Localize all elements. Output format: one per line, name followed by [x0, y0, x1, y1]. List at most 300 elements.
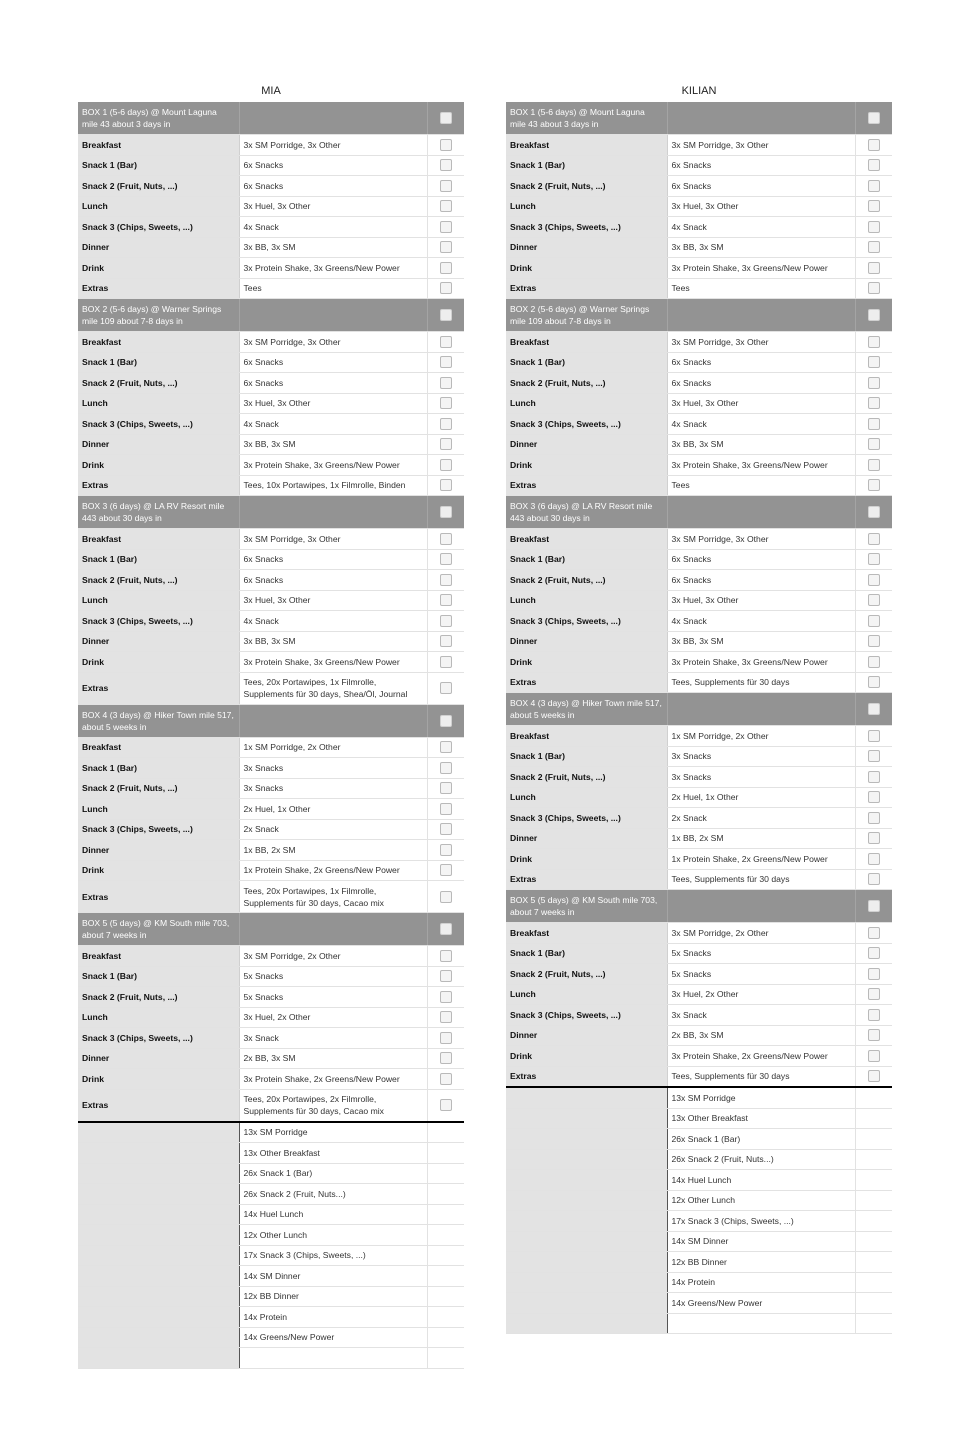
- item-value: 3x Huel, 3x Other: [239, 393, 427, 414]
- checkbox-cell: [427, 135, 464, 156]
- total-row: [506, 1149, 892, 1170]
- item-row: [506, 434, 892, 455]
- item-row: [78, 590, 464, 611]
- checkbox-cell: [427, 652, 464, 673]
- item-row: [78, 475, 464, 496]
- checkbox[interactable]: [868, 241, 880, 253]
- box-header-empty: [667, 299, 855, 332]
- item-row: [506, 787, 892, 808]
- checkbox-cell: [855, 828, 892, 849]
- checklist-table: [506, 102, 892, 1334]
- item-label: Lunch: [506, 787, 667, 808]
- total-row: [506, 1190, 892, 1211]
- checkbox[interactable]: [440, 377, 452, 389]
- checkbox[interactable]: [868, 750, 880, 762]
- item-label: Drink: [78, 455, 239, 476]
- checkbox[interactable]: [868, 533, 880, 545]
- checkbox[interactable]: [440, 262, 452, 274]
- checkbox-cell: [427, 819, 464, 840]
- item-label: Extras: [78, 672, 239, 704]
- checkbox[interactable]: [440, 594, 452, 606]
- checkbox[interactable]: [440, 991, 452, 1003]
- checkbox[interactable]: [868, 377, 880, 389]
- item-label: Breakfast: [506, 135, 667, 156]
- checkbox[interactable]: [868, 1009, 880, 1021]
- checkbox-cell: [427, 373, 464, 394]
- checkbox[interactable]: [868, 553, 880, 565]
- checkbox[interactable]: [868, 771, 880, 783]
- total-empty: [427, 1184, 464, 1205]
- checkbox-cell: [855, 964, 892, 985]
- item-row: [78, 987, 464, 1008]
- total-empty: [427, 1266, 464, 1287]
- checkbox[interactable]: [868, 200, 880, 212]
- checkbox-cell: [427, 352, 464, 373]
- item-label: Drink: [78, 1069, 239, 1090]
- checkbox-cell: [427, 529, 464, 550]
- item-label: Lunch: [78, 393, 239, 414]
- box-title: BOX 5 (5 days) @ KM South mile 703, about 7 weeks in: [78, 913, 239, 946]
- checkbox[interactable]: [440, 309, 452, 321]
- checkbox-cell: [855, 1025, 892, 1046]
- item-label: Lunch: [78, 196, 239, 217]
- checkbox[interactable]: [440, 159, 452, 171]
- checkbox[interactable]: [440, 1011, 452, 1023]
- item-row: [506, 672, 892, 693]
- total-empty: [427, 1327, 464, 1348]
- total-value: 14x Protein: [667, 1272, 855, 1293]
- total-label-empty: [78, 1286, 239, 1307]
- total-row: [506, 1252, 892, 1273]
- checkbox[interactable]: [440, 823, 452, 835]
- item-value: 1x SM Porridge, 2x Other: [667, 726, 855, 747]
- total-row: [506, 1170, 892, 1191]
- item-value: 3x Snacks: [239, 778, 427, 799]
- item-value: 3x Protein Shake, 3x Greens/New Power: [239, 652, 427, 673]
- total-label-empty: [78, 1225, 239, 1246]
- total-value: [239, 1348, 427, 1369]
- total-label-empty: [506, 1252, 667, 1273]
- checkbox-cell: [855, 590, 892, 611]
- item-value: 3x BB, 3x SM: [667, 434, 855, 455]
- checkbox-cell: [855, 135, 892, 156]
- checkbox[interactable]: [440, 682, 452, 694]
- checkbox[interactable]: [440, 221, 452, 233]
- box-header-empty: [239, 913, 427, 946]
- checkbox-cell: [427, 496, 464, 529]
- item-value: 3x Snacks: [667, 767, 855, 788]
- total-label-empty: [78, 1122, 239, 1143]
- checkbox[interactable]: [868, 968, 880, 980]
- checkbox[interactable]: [868, 309, 880, 321]
- item-label: Snack 2 (Fruit, Nuts, ...): [78, 176, 239, 197]
- item-value: 3x Protein Shake, 3x Greens/New Power: [239, 455, 427, 476]
- checkbox[interactable]: [440, 479, 452, 491]
- checkbox[interactable]: [440, 1073, 452, 1085]
- checkbox[interactable]: [440, 782, 452, 794]
- item-label: Breakfast: [78, 946, 239, 967]
- total-label-empty: [78, 1307, 239, 1328]
- box-header-row: [506, 496, 892, 529]
- checkbox[interactable]: [868, 221, 880, 233]
- checkbox[interactable]: [868, 832, 880, 844]
- checkbox[interactable]: [868, 479, 880, 491]
- checkbox[interactable]: [868, 574, 880, 586]
- item-value: 6x Snacks: [667, 373, 855, 394]
- item-row: [78, 414, 464, 435]
- checkbox-cell: [855, 102, 892, 135]
- total-label-empty: [78, 1143, 239, 1164]
- item-label: Snack 3 (Chips, Sweets, ...): [506, 414, 667, 435]
- item-value: 2x Snack: [239, 819, 427, 840]
- item-row: [506, 984, 892, 1005]
- item-row: [506, 590, 892, 611]
- checkbox-cell: [855, 529, 892, 550]
- box-title: BOX 2 (5-6 days) @ Warner Springs mile 109 about 7-8 days in: [506, 299, 667, 332]
- checkbox[interactable]: [440, 459, 452, 471]
- item-label: Snack 2 (Fruit, Nuts, ...): [506, 373, 667, 394]
- checkbox[interactable]: [868, 282, 880, 294]
- checkbox-cell: [855, 672, 892, 693]
- item-value: 3x BB, 3x SM: [239, 631, 427, 652]
- item-label: Extras: [506, 672, 667, 693]
- checkbox[interactable]: [868, 812, 880, 824]
- item-value: Tees, 20x Portawipes, 1x Filmrolle, Supplements für 30 days, Shea/Öl, Journal: [239, 672, 427, 704]
- item-value: 3x Protein Shake, 3x Greens/New Power: [667, 455, 855, 476]
- item-label: Breakfast: [78, 332, 239, 353]
- box-title: BOX 4 (3 days) @ Hiker Town mile 517, about 5 weeks in: [506, 693, 667, 726]
- checkbox[interactable]: [868, 1029, 880, 1041]
- checkbox[interactable]: [868, 159, 880, 171]
- item-row: [78, 217, 464, 238]
- checkbox[interactable]: [440, 1032, 452, 1044]
- checkbox[interactable]: [868, 730, 880, 742]
- item-value: 3x Huel, 3x Other: [667, 393, 855, 414]
- checkbox-cell: [427, 332, 464, 353]
- checkbox[interactable]: [440, 356, 452, 368]
- checkbox[interactable]: [440, 970, 452, 982]
- item-row: [78, 840, 464, 861]
- item-value: Tees: [239, 278, 427, 299]
- total-empty: [427, 1286, 464, 1307]
- item-row: [78, 1007, 464, 1028]
- item-label: Dinner: [78, 237, 239, 258]
- checkbox[interactable]: [440, 844, 452, 856]
- checkbox[interactable]: [440, 397, 452, 409]
- checkbox[interactable]: [440, 139, 452, 151]
- checkbox-cell: [427, 1048, 464, 1069]
- checkbox[interactable]: [868, 112, 880, 124]
- item-row: [78, 1089, 464, 1122]
- item-value: 3x SM Porridge, 2x Other: [667, 923, 855, 944]
- checkbox-cell: [855, 984, 892, 1005]
- item-label: Snack 1 (Bar): [78, 549, 239, 570]
- column-title: MIA: [261, 85, 281, 97]
- item-label: Breakfast: [506, 726, 667, 747]
- item-value: 3x SM Porridge, 3x Other: [239, 135, 427, 156]
- item-value: 3x SM Porridge, 3x Other: [239, 332, 427, 353]
- checkbox-cell: [855, 393, 892, 414]
- checkbox[interactable]: [868, 873, 880, 885]
- item-row: [78, 278, 464, 299]
- checkbox-cell: [855, 196, 892, 217]
- checkbox[interactable]: [440, 418, 452, 430]
- item-row: [506, 1046, 892, 1067]
- item-value: 3x SM Porridge, 3x Other: [239, 529, 427, 550]
- checkbox[interactable]: [868, 927, 880, 939]
- item-value: 3x Huel, 3x Other: [667, 196, 855, 217]
- box-header-row: [78, 102, 464, 135]
- box-header-empty: [667, 102, 855, 135]
- box-header-row: [78, 299, 464, 332]
- item-label: Drink: [506, 1046, 667, 1067]
- item-value: 3x Huel, 3x Other: [239, 590, 427, 611]
- item-row: [506, 278, 892, 299]
- checkbox[interactable]: [868, 139, 880, 151]
- checkbox-cell: [855, 808, 892, 829]
- item-label: Dinner: [506, 434, 667, 455]
- checkbox[interactable]: [868, 459, 880, 471]
- item-row: [506, 217, 892, 238]
- item-value: 3x BB, 3x SM: [667, 237, 855, 258]
- item-value: Tees, 20x Portawipes, 1x Filmrolle, Supplements für 30 days, Cacao mix: [239, 881, 427, 913]
- item-label: Snack 3 (Chips, Sweets, ...): [506, 611, 667, 632]
- checkbox-cell: [427, 393, 464, 414]
- item-value: Tees, Supplements für 30 days: [667, 869, 855, 890]
- total-row: [78, 1307, 464, 1328]
- total-row: [78, 1163, 464, 1184]
- item-value: 6x Snacks: [239, 373, 427, 394]
- item-value: 2x Huel, 1x Other: [667, 787, 855, 808]
- item-label: Dinner: [506, 631, 667, 652]
- total-value: 12x BB Dinner: [239, 1286, 427, 1307]
- item-label: Dinner: [506, 237, 667, 258]
- checkbox[interactable]: [868, 656, 880, 668]
- checkbox[interactable]: [440, 615, 452, 627]
- item-value: 6x Snacks: [239, 352, 427, 373]
- box-title: BOX 1 (5-6 days) @ Mount Laguna mile 43 about 3 days in: [506, 102, 667, 135]
- item-label: Drink: [506, 258, 667, 279]
- box-header-empty: [239, 704, 427, 737]
- total-value: [667, 1313, 855, 1334]
- checkbox[interactable]: [868, 438, 880, 450]
- item-label: Snack 3 (Chips, Sweets, ...): [78, 414, 239, 435]
- total-value: 13x Other Breakfast: [667, 1108, 855, 1129]
- total-label-empty: [78, 1348, 239, 1369]
- checkbox-cell: [427, 631, 464, 652]
- item-label: Extras: [78, 881, 239, 913]
- box-header-row: [78, 704, 464, 737]
- total-empty: [427, 1143, 464, 1164]
- item-value: 2x Huel, 1x Other: [239, 799, 427, 820]
- item-label: Breakfast: [78, 135, 239, 156]
- item-label: Drink: [78, 860, 239, 881]
- item-label: Snack 2 (Fruit, Nuts, ...): [78, 778, 239, 799]
- checkbox-cell: [855, 693, 892, 726]
- total-label-empty: [506, 1190, 667, 1211]
- total-value: 14x Protein: [239, 1307, 427, 1328]
- checkbox[interactable]: [440, 336, 452, 348]
- item-label: Extras: [506, 869, 667, 890]
- checkbox[interactable]: [440, 180, 452, 192]
- total-row: [78, 1204, 464, 1225]
- checkbox[interactable]: [440, 762, 452, 774]
- item-value: 4x Snack: [239, 414, 427, 435]
- checkbox-cell: [427, 672, 464, 704]
- checkbox[interactable]: [868, 676, 880, 688]
- checkbox-cell: [855, 434, 892, 455]
- item-row: [506, 332, 892, 353]
- checkbox[interactable]: [868, 615, 880, 627]
- checkbox[interactable]: [440, 891, 452, 903]
- checkbox[interactable]: [868, 1050, 880, 1062]
- checkbox-cell: [427, 913, 464, 946]
- item-label: Dinner: [78, 631, 239, 652]
- item-label: Extras: [506, 1066, 667, 1087]
- item-row: [506, 414, 892, 435]
- checkbox[interactable]: [440, 1099, 452, 1111]
- item-row: [78, 570, 464, 591]
- checklist-table: [78, 102, 464, 1369]
- checkbox[interactable]: [868, 635, 880, 647]
- total-empty: [427, 1122, 464, 1143]
- item-value: 3x Snacks: [667, 746, 855, 767]
- item-row: [506, 923, 892, 944]
- item-row: [78, 881, 464, 913]
- item-label: Extras: [506, 475, 667, 496]
- checkbox-cell: [855, 414, 892, 435]
- checkbox[interactable]: [868, 900, 880, 912]
- item-label: Snack 3 (Chips, Sweets, ...): [78, 611, 239, 632]
- item-value: 3x Huel, 3x Other: [667, 590, 855, 611]
- checkbox-cell: [427, 590, 464, 611]
- item-value: 3x SM Porridge, 3x Other: [667, 135, 855, 156]
- total-row: [78, 1327, 464, 1348]
- checkbox[interactable]: [440, 553, 452, 565]
- total-value: 13x Other Breakfast: [239, 1143, 427, 1164]
- item-value: 4x Snack: [239, 611, 427, 632]
- item-row: [78, 799, 464, 820]
- checkbox[interactable]: [440, 923, 452, 935]
- checkbox[interactable]: [868, 397, 880, 409]
- item-label: Drink: [506, 455, 667, 476]
- total-label-empty: [506, 1108, 667, 1129]
- checkbox[interactable]: [868, 703, 880, 715]
- item-label: Snack 1 (Bar): [506, 352, 667, 373]
- box-title: BOX 5 (5 days) @ KM South mile 703, about 7 weeks in: [506, 890, 667, 923]
- checkbox-cell: [427, 860, 464, 881]
- checkbox[interactable]: [440, 741, 452, 753]
- item-row: [506, 352, 892, 373]
- checkbox[interactable]: [440, 533, 452, 545]
- checkbox[interactable]: [440, 1052, 452, 1064]
- total-value: 13x SM Porridge: [239, 1122, 427, 1143]
- checkbox[interactable]: [868, 947, 880, 959]
- item-label: Snack 1 (Bar): [78, 352, 239, 373]
- checkbox-cell: [427, 570, 464, 591]
- checkbox-cell: [855, 726, 892, 747]
- checkbox-cell: [427, 737, 464, 758]
- item-label: Snack 2 (Fruit, Nuts, ...): [506, 964, 667, 985]
- item-value: 3x Snack: [667, 1005, 855, 1026]
- item-label: Snack 1 (Bar): [506, 943, 667, 964]
- total-row: [78, 1225, 464, 1246]
- checkbox-cell: [855, 332, 892, 353]
- item-row: [78, 332, 464, 353]
- item-label: Extras: [78, 1089, 239, 1122]
- item-row: [78, 155, 464, 176]
- total-label-empty: [506, 1231, 667, 1252]
- checkbox[interactable]: [868, 356, 880, 368]
- total-label-empty: [506, 1170, 667, 1191]
- total-value: 26x Snack 1 (Bar): [239, 1163, 427, 1184]
- checkbox[interactable]: [440, 574, 452, 586]
- checkbox[interactable]: [868, 853, 880, 865]
- total-empty: [427, 1163, 464, 1184]
- checkbox-cell: [855, 631, 892, 652]
- total-empty: [427, 1245, 464, 1266]
- checkbox[interactable]: [440, 864, 452, 876]
- checkbox[interactable]: [440, 282, 452, 294]
- item-value: 1x BB, 2x SM: [667, 828, 855, 849]
- checkbox[interactable]: [868, 791, 880, 803]
- checkbox[interactable]: [440, 715, 452, 727]
- checkbox[interactable]: [868, 1070, 880, 1082]
- checkbox-cell: [427, 414, 464, 435]
- item-row: [78, 631, 464, 652]
- checkbox[interactable]: [868, 594, 880, 606]
- checkbox-cell: [855, 155, 892, 176]
- checkbox-cell: [855, 373, 892, 394]
- checkbox-cell: [427, 176, 464, 197]
- item-value: 6x Snacks: [239, 549, 427, 570]
- box-title: BOX 3 (6 days) @ LA RV Resort mile 443 about 30 days in: [78, 496, 239, 529]
- checkbox[interactable]: [868, 180, 880, 192]
- item-row: [506, 808, 892, 829]
- item-row: [78, 393, 464, 414]
- checkbox[interactable]: [440, 200, 452, 212]
- total-label-empty: [506, 1272, 667, 1293]
- checkbox[interactable]: [440, 506, 452, 518]
- item-label: Extras: [78, 475, 239, 496]
- checkbox[interactable]: [868, 418, 880, 430]
- total-empty: [855, 1129, 892, 1150]
- item-label: Lunch: [78, 799, 239, 820]
- checkbox[interactable]: [440, 656, 452, 668]
- checkbox[interactable]: [440, 635, 452, 647]
- checkbox[interactable]: [868, 262, 880, 274]
- item-label: Lunch: [506, 590, 667, 611]
- checkbox[interactable]: [868, 506, 880, 518]
- checkbox[interactable]: [440, 112, 452, 124]
- item-row: [78, 455, 464, 476]
- checkbox[interactable]: [440, 241, 452, 253]
- checkbox[interactable]: [440, 803, 452, 815]
- item-row: [78, 860, 464, 881]
- item-row: [506, 1025, 892, 1046]
- item-value: 3x BB, 3x SM: [239, 434, 427, 455]
- checkbox[interactable]: [868, 336, 880, 348]
- item-value: 2x Snack: [667, 808, 855, 829]
- box-header-empty: [667, 890, 855, 923]
- checkbox[interactable]: [440, 438, 452, 450]
- item-value: 3x Huel, 3x Other: [239, 196, 427, 217]
- checkbox[interactable]: [868, 988, 880, 1000]
- item-row: [506, 475, 892, 496]
- item-value: 5x Snacks: [667, 964, 855, 985]
- checkbox[interactable]: [440, 950, 452, 962]
- item-label: Breakfast: [78, 529, 239, 550]
